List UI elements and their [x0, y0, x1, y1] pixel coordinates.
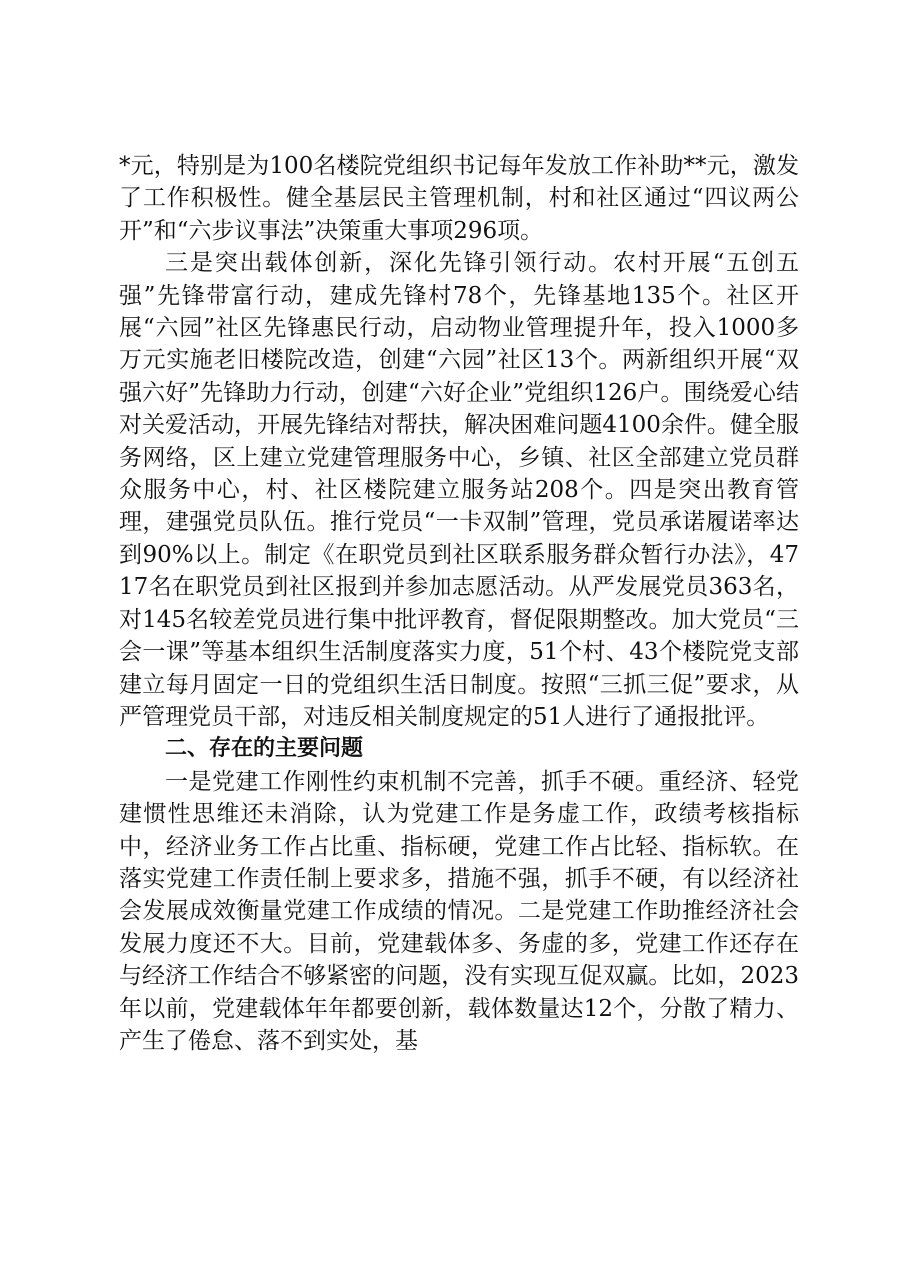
section-heading: 二、存在的主要问题	[165, 736, 364, 762]
document-body	[119, 150, 799, 1057]
paragraph-carrier-innovation: 三是突出载体创新，深化先锋引领行动。农村开展“五创五强”先锋带富行动，建成先锋村78个，先锋基地135个。社区开展“六园”社区先锋惠民行动，启动物业管理提升年，投入1000多万元实施老旧楼院改造，创建“六园”社区13个。两新组织开展“双强六好”先锋助力行动，创建“六好企业”党组织126户。围绕爱心结对关爱活动，开展先锋结对帮扶，解决困难问题4100余件。健全服务网络，区上建立党建管理服务中心，乡镇、社区全部建立党员群众服务中心，村、社区楼院建立服务站208个。四是突出教育管理，建强党员队伍。推行党员“一卡双制”管理，党员承诺履诺率达到90%以上。制定《在职党员到社区联系服务群众暂行办法》，4717名在职党员到社区报到并参加志愿活动。从严发展党员363名，对145名较差党员进行集中批评教育，督促限期整改。加大党员“三会一课”等基本组织生活制度落实力度，51个村、43个楼院党支部建立每月固定一日的党组织生活日制度。按照“三抓三促”要求，从严管理党员干部，对违反相关制度规定的51人进行了通报批评。	[119, 250, 799, 730]
paragraph-main-problems: 一是党建工作刚性约束机制不完善，抓手不硬。重经济、轻党建惯性思维还未消除，认为党建工作是务虚工作，政绩考核指标中，经济业务工作占比重、指标硬，党建工作占比轻、指标软。在落实党建工作责任制上要求多，措施不强，抓手不硬，有以经济社会发展成效衡量党建工作成绩的情况。二是党建工作助推经济社会发展力度还不大。目前，党建载体多、务虚的多，党建工作还存在与经济工作结合不够紧密的问题，没有实现互促双赢。比如，2023年以前，党建载体年年都要创新，载体数量达12个，分散了精力、产生了倦怠、落不到实处，基	[119, 768, 799, 1054]
paragraph-continuation: *元，特别是为100名楼院党组织书记每年发放工作补助**元，激发了工作积极性。健全基层民主管理机制，村和社区通过“四议两公开”和“六步议事法”决策重大事项296项。	[119, 153, 799, 244]
